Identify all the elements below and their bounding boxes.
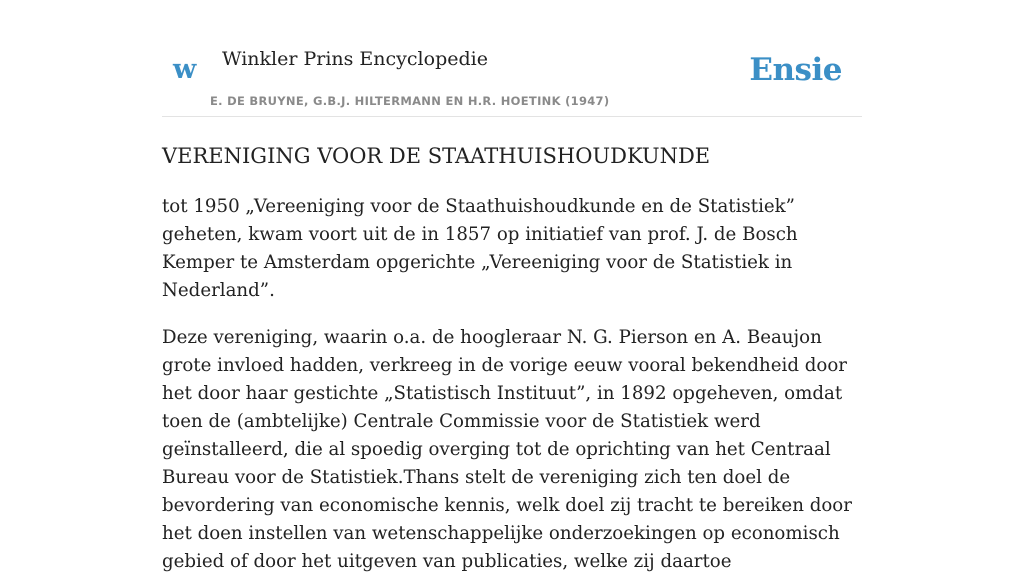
article: [162, 142, 862, 576]
book-title[interactable]: Winkler Prins Encyclopedie: [222, 48, 488, 70]
article-paragraph: Deze vereniging, waarin o.a. de hoogleraar N. G. Pierson en A. Beaujon grote invloed hadden, verkreeg in de vorige eeuw vooral bekendheid door het door haar gestichte „Statistisch Instituut”, in 1892 opgeheven, omdat toen de (ambtelijke) Centrale Commissie voor de Statistiek werd geïnstalleerd, die al spoedig overging tot de oprichting van het Centraal Bureau voor de Statistiek.Thans stelt de vereniging zich ten doel de bevordering van economische kennis, welk doel zij tracht te bereiken door het doen instellen van wetenschappelijke onderzoekingen op economisch gebied of door het uitgeven van publicaties, welke zij daartoe: [162, 327, 852, 572]
winkler-prins-logo[interactable]: w: [173, 54, 197, 85]
page-header: [162, 0, 862, 117]
article-paragraph: tot 1950 „Vereeniging voor de Staathuishoudkunde en de Statistiek” geheten, kwam voort uit de in 1857 op initiatief van prof. J. de Bosch Kemper te Amsterdam opgerichte „Vereeniging voor de Statistiek in Nederland”.: [162, 196, 798, 301]
article-title: VERENIGING VOOR DE STAATHUISHOUDKUNDE: [162, 144, 711, 168]
book-authors: E. DE BRUYNE, G.B.J. HILTERMANN EN H.R. HOETINK (1947): [210, 94, 610, 108]
ensie-logo[interactable]: Ensie: [749, 52, 842, 88]
page-container: [162, 0, 862, 572]
